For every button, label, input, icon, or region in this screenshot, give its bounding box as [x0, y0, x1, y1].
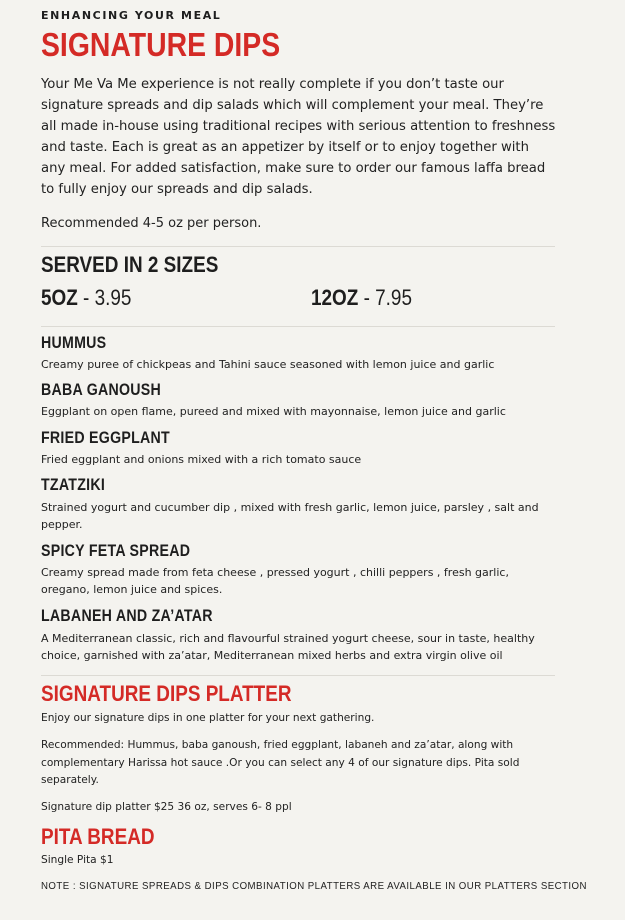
- dish-description-labaneh: A Mediterranean classic, rich and flavourful strained yogurt cheese, sour in taste, healthy choice, garnished with za’atar, Mediterranean mixed herbs and extra virgin olive oil: [41, 632, 535, 662]
- divider: [41, 675, 555, 676]
- divider: [41, 246, 555, 247]
- sizes-heading: SERVED IN 2 SIZES: [41, 252, 219, 277]
- dish-name-spicy-feta: SPICY FETA SPREAD: [41, 542, 191, 560]
- platter-intro: Enjoy our signature dips in one platter for your next gathering.: [41, 712, 375, 724]
- dish-description-tzatziki: Strained yogurt and cucumber dip , mixed with fresh garlic, lemon juice, parsley , salt and pepper.: [41, 501, 539, 531]
- pita-price: Single Pita $1: [41, 854, 114, 866]
- dish-description-fried-eggplant: Fried eggplant and onions mixed with a rich tomato sauce: [41, 453, 362, 466]
- dish-name-tzatziki: TZATZIKI: [41, 476, 106, 494]
- size-price: - 7.95: [358, 285, 412, 310]
- size-option-small: [41, 285, 131, 311]
- size-option-large: [311, 285, 412, 311]
- dish-name-labaneh: LABANEH AND ZA’ATAR: [41, 607, 213, 625]
- page-title: SIGNATURE DIPS: [41, 26, 281, 63]
- pita-title: PITA BREAD: [41, 824, 155, 849]
- intro-paragraph: Your Me Va Me experience is not really complete if you don’t taste our signature spreads and dip salads which will complement your meal. They’re all made in-house using traditional recipes with serious attention to freshness and taste. Each is great as an appetizer by itself or to enjoy together with any meal. For added satisfaction, make sure to order our famous laffa bread to fully enjoy our spreads and dip salads.: [41, 77, 556, 197]
- platter-recommended: Recommended: Hummus, baba ganoush, fried eggplant, labaneh and za’atar, along with complementary Harissa hot sauce .Or you can select any 4 of our signature dips. Pita sold separately.: [41, 739, 520, 786]
- size-price: - 3.95: [77, 285, 132, 310]
- recommended-portion: Recommended 4-5 oz per person.: [41, 216, 262, 231]
- size-label: 5OZ: [41, 285, 78, 310]
- dish-name-fried-eggplant: FRIED EGGPLANT: [41, 429, 170, 447]
- dish-name-hummus: HUMMUS: [41, 334, 107, 352]
- platters-note: NOTE : SIGNATURE SPREADS & DIPS COMBINATION PLATTERS ARE AVAILABLE IN OUR PLATTERS SECTION: [41, 880, 587, 892]
- dish-description-hummus: Creamy puree of chickpeas and Tahini sauce seasoned with lemon juice and garlic: [41, 358, 495, 371]
- dish-name-baba-ganoush: BABA GANOUSH: [41, 381, 162, 399]
- platter-title: SIGNATURE DIPS PLATTER: [41, 681, 292, 706]
- platter-price: Signature dip platter $25 36 oz, serves 6- 8 ppl: [41, 801, 292, 813]
- dish-description-baba-ganoush: Eggplant on open flame, pureed and mixed with mayonnaise, lemon juice and garlic: [41, 405, 506, 418]
- size-label: 12OZ: [311, 285, 359, 310]
- section-kicker: ENHANCING YOUR MEAL: [41, 9, 222, 22]
- divider: [41, 326, 555, 327]
- dish-description-spicy-feta: Creamy spread made from feta cheese , pressed yogurt , chilli peppers , fresh garlic, oregano, lemon juice and spices.: [41, 566, 509, 596]
